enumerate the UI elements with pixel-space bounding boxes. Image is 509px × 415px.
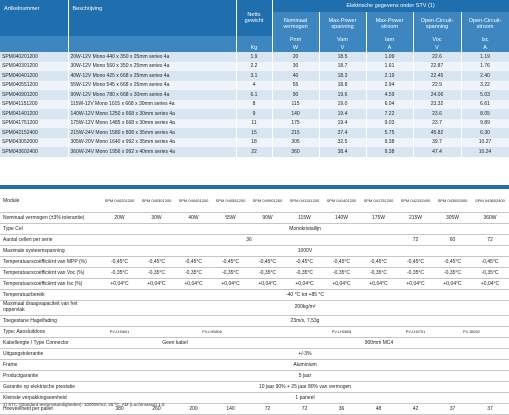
table-cell: 2.19 — [366, 71, 413, 81]
table-cell: 9.38 — [366, 147, 413, 157]
symbol-cell — [236, 36, 272, 44]
table-row — [0, 147, 509, 157]
unit-cell: V — [413, 44, 461, 52]
table-cell: 18.7 — [319, 62, 366, 72]
spec-cell: Geen kabel — [101, 338, 249, 349]
table-row — [0, 81, 509, 91]
spec-cell: 36 — [101, 235, 397, 246]
header-electrical-title: Elektrische gegevens onder STV — [346, 2, 427, 9]
table-cell: 38.4 — [319, 147, 366, 157]
spec-cell: PV-JB002 — [434, 327, 509, 338]
table-cell: 19.4 — [319, 119, 366, 129]
table-cell: 55 — [272, 81, 319, 91]
table-cell: 18.5 — [319, 52, 366, 62]
spec-cell: -0,45°C — [360, 257, 397, 268]
spec-row-nominal — [0, 213, 509, 224]
table-cell: SPM041751200 — [0, 119, 68, 129]
table-cell: 6.61 — [461, 100, 509, 110]
spec-label: Maximaal draagvapaciteit van het oppervlak — [0, 301, 101, 316]
spec-row-tolerance — [0, 349, 509, 360]
spec-cell: 200 — [175, 404, 212, 415]
table-cell: 6.30 — [461, 128, 509, 138]
table-cell: 215 — [272, 128, 319, 138]
spec-cell: +0,04°C — [323, 279, 360, 290]
spec-cell: -0,45°C — [397, 257, 434, 268]
header-beschrijving: Beschrijving — [68, 0, 236, 36]
model-cell: SPM 043052000 — [434, 190, 471, 213]
header-mpp-current: Max-Power stroom — [366, 12, 413, 36]
spec-label: Nominaal vermogen (±3% tolerantie) — [0, 213, 101, 224]
spec-label: Module — [0, 190, 101, 213]
spec-cell: 42 — [397, 404, 434, 415]
table-cell: 115 — [272, 100, 319, 110]
spec-row-module — [0, 190, 509, 213]
table-cell: 1.19 — [461, 52, 509, 62]
table-cell: 8 — [236, 100, 272, 110]
model-cell: SPM 040201200 — [101, 190, 138, 213]
spec-cell: -0,45°C — [138, 257, 175, 268]
spec-cell: PV-LH0806 — [138, 327, 286, 338]
spec-cell: 72 — [286, 404, 323, 415]
spec-label: Temperatuurscoëfficiënt van Isc (%) — [0, 279, 101, 290]
spec-cell: 305W — [434, 213, 471, 224]
table-cell: SPM040401200 — [0, 71, 68, 81]
spec-label: Aantal cellen per serie — [0, 235, 101, 246]
spec-cell: 37 — [434, 404, 471, 415]
spec-label: Type: Aansluitdoos — [0, 327, 101, 338]
spec-table — [0, 190, 509, 415]
model-cell: SPM 040551200 — [212, 190, 249, 213]
table-cell: 4 — [236, 81, 272, 91]
table-cell: 9 — [236, 109, 272, 119]
table-cell: 7.22 — [366, 109, 413, 119]
spec-row-performance — [0, 382, 509, 393]
table-cell: 3.1 — [236, 71, 272, 81]
table-cell: 2.2 — [236, 62, 272, 72]
spec-cell: 72 — [471, 235, 509, 246]
table-row — [0, 119, 509, 129]
unit-cell: A — [461, 44, 509, 52]
spec-cell: -0,45°C — [175, 257, 212, 268]
model-cell: SPM 041401200 — [323, 190, 360, 213]
unit-cell: A — [366, 44, 413, 52]
spec-label: Uitgangstolerantie — [0, 349, 101, 360]
spec-cell: 40W — [175, 213, 212, 224]
spec-row-cable — [0, 338, 509, 349]
table-row — [0, 138, 509, 148]
spec-cell: -0,35°C — [397, 268, 434, 279]
spec-cell: 175W — [360, 213, 397, 224]
spec-cell: -0,35°C — [323, 268, 360, 279]
table-cell: 175 — [272, 119, 319, 129]
spec-cell: 260 — [138, 404, 175, 415]
spec-label: Productgarantie — [0, 371, 101, 382]
table-cell: 20 — [272, 52, 319, 62]
table-row — [0, 109, 509, 119]
table-cell: 1.09 — [366, 52, 413, 62]
table-cell: 6.04 — [366, 100, 413, 110]
spec-cell: 72 — [397, 235, 434, 246]
table-cell: 305 — [272, 138, 319, 148]
table-cell: 18.3 — [319, 71, 366, 81]
spec-label: Kleinste verpakkingseenheid — [0, 393, 101, 404]
table-cell: 9.03 — [366, 119, 413, 129]
symbol-cell: Pnm — [272, 36, 319, 44]
table-cell: 10.24 — [461, 147, 509, 157]
spec-cell: +0,04°C — [360, 279, 397, 290]
table-row — [0, 52, 509, 62]
header-nominal-power: Nominaal vermogen — [272, 12, 319, 36]
spec-row-temp-isc — [0, 279, 509, 290]
spec-cell: +0,04°C — [175, 279, 212, 290]
table-cell: 30W-12V Mono 560 x 350 x 25mm series 4a — [68, 62, 236, 72]
spec-row-frame — [0, 360, 509, 371]
spec-cell: -0,45°C — [471, 257, 509, 268]
spec-cell: 60 — [434, 235, 471, 246]
spec-label: Kabellengte / Type Connector — [0, 338, 101, 349]
section-divider — [0, 185, 509, 189]
table-cell: 24.06 — [413, 90, 461, 100]
spec-row-temp-range — [0, 290, 509, 301]
spec-cell: PV-LH0801 — [101, 327, 138, 338]
spec-row-junction — [0, 327, 509, 338]
spec-cell: 360W — [471, 213, 509, 224]
model-cell: SPM 041151200 — [286, 190, 323, 213]
spec-cell: +0,04°C — [212, 279, 249, 290]
unit-cell: Kg — [236, 44, 272, 52]
spec-row-temp-voc — [0, 268, 509, 279]
spec-cell: 48 — [360, 404, 397, 415]
symbol-cell: Vam — [319, 36, 366, 44]
spec-label: Temperatuurscoëfficiënt van MPP (%) — [0, 257, 101, 268]
spec-cell: 380 — [101, 404, 138, 415]
spec-cell: 37 — [471, 404, 509, 415]
table-cell: 6.1 — [236, 90, 272, 100]
spec-cell: 200kg/m² — [101, 301, 509, 316]
model-cell: SPM 040901200 — [249, 190, 286, 213]
spec-cell: 23m/s, 7,53g — [101, 316, 509, 327]
table-cell: SPM043052000 — [0, 138, 68, 148]
spec-cell: +0,04°C — [397, 279, 434, 290]
spec-cell: 30W — [138, 213, 175, 224]
table-cell: SPM041151200 — [0, 100, 68, 110]
spec-cell: 215W — [397, 213, 434, 224]
spec-cell: +0,04°C — [101, 279, 138, 290]
table-cell: 90W-12V Mono 780 x 668 x 30mm series 4a — [68, 90, 236, 100]
table-cell: 15 — [236, 128, 272, 138]
table-cell: 19.6 — [319, 90, 366, 100]
table-cell: 3.22 — [461, 81, 509, 91]
header-oc-voltage: Open-Circuit-spanning — [413, 12, 461, 36]
table-cell: 2.94 — [366, 81, 413, 91]
table-cell: 45.82 — [413, 128, 461, 138]
spec-cell: 90W — [249, 213, 286, 224]
table-cell: 5.03 — [461, 90, 509, 100]
table-cell: 8.05 — [461, 109, 509, 119]
table-cell: 140W-12V Mono 1250 x 668 x 30mm series 4a — [68, 109, 236, 119]
unit-cell: W — [272, 44, 319, 52]
model-cell: SPM 042152400 — [397, 190, 434, 213]
symbol-cell: Iam — [366, 36, 413, 44]
spec-row-hail — [0, 316, 509, 327]
spec-cell: -0,45°C — [286, 257, 323, 268]
unit-cell — [68, 44, 236, 52]
spec-cell: -0,45°C — [249, 257, 286, 268]
table-cell: 22.87 — [413, 62, 461, 72]
spec-row-type-cel — [0, 224, 509, 235]
spec-cell: -40 °C tot +85 °C — [101, 290, 509, 301]
model-cell: SPM 040401200 — [175, 190, 212, 213]
table-cell: 23.7 — [413, 119, 461, 129]
table-cell: SPM040551200 — [0, 81, 68, 91]
table-cell: 55W-12V Mono 545 x 668 x 25mm series 4a — [68, 81, 236, 91]
spec-cell: PV-LH0808 — [286, 327, 397, 338]
spec-label: Frame — [0, 360, 101, 371]
table-cell: 1.76 — [461, 62, 509, 72]
table-cell: 1.61 — [366, 62, 413, 72]
table-row — [0, 62, 509, 72]
spec-cell: +0,04°C — [471, 279, 509, 290]
table-cell: 40 — [272, 71, 319, 81]
spec-cell: +0,04°C — [249, 279, 286, 290]
spec-cell: 1000V — [101, 246, 509, 257]
spec-cell: 900mm MC4 — [249, 338, 509, 349]
table-cell: 360W-24V Mono 1956 x 992 x 40mm series 4a — [68, 147, 236, 157]
table-cell: 23.6 — [413, 109, 461, 119]
spec-cell: 10 jaar 90% + 25 jaar 80% van vermogen — [101, 382, 509, 393]
spec-cell: 5 jaar — [101, 371, 509, 382]
table-cell: 40W-12V Mono 425 x 668 x 25mm series 4a — [68, 71, 236, 81]
spec-cell: +0,04°C — [138, 279, 175, 290]
spec-cell: -0,45°C — [212, 257, 249, 268]
spec-row-warranty — [0, 371, 509, 382]
spec-cell: -0,35°C — [138, 268, 175, 279]
table-row — [0, 71, 509, 81]
table-cell: 18.8 — [319, 81, 366, 91]
table-cell: 10.27 — [461, 138, 509, 148]
spec-cell: -0,35°C — [434, 268, 471, 279]
spec-cell: 36 — [323, 404, 360, 415]
table-cell: 1.9 — [236, 52, 272, 62]
model-cell: SPM 043602400 — [471, 190, 509, 213]
table-cell: 90 — [272, 90, 319, 100]
spec-cell: -0,45°C — [323, 257, 360, 268]
table-cell: SPM042152400 — [0, 128, 68, 138]
spec-cell: -0,45°C — [101, 257, 138, 268]
spec-cell: 55W — [212, 213, 249, 224]
header-electrical — [272, 0, 509, 12]
spec-row-temp-mpp — [0, 257, 509, 268]
header-oc-current: Open-Circuit-stroom — [461, 12, 509, 36]
spec-cell: 140 — [212, 404, 249, 415]
symbol-cell — [0, 36, 68, 44]
unit-cell: V — [319, 44, 366, 52]
header-netto-gewicht: Netto gewicht — [236, 0, 272, 36]
spec-cell: -0,35°C — [101, 268, 138, 279]
spec-row-max-sys — [0, 246, 509, 257]
table-row — [0, 128, 509, 138]
table-cell: 11 — [236, 119, 272, 129]
spec-cell: -0,45°C — [434, 257, 471, 268]
table-cell: 22.6 — [413, 52, 461, 62]
table-cell: 9.89 — [461, 119, 509, 129]
table-cell: 115W-12V Mono 1015 x 668 x 30mm series 4a — [68, 100, 236, 110]
spec-cell: +/-3% — [101, 349, 509, 360]
spec-cell: -0,35°C — [175, 268, 212, 279]
spec-cell: PV-LH0701 — [397, 327, 434, 338]
spec-cell: 1 paneel — [101, 393, 509, 404]
spec-label: Maximale systeemspanning — [0, 246, 101, 257]
table-cell: 37.4 — [319, 128, 366, 138]
table-cell: 19.0 — [319, 100, 366, 110]
table-cell: 19.4 — [319, 109, 366, 119]
spec-cell: 115W — [286, 213, 323, 224]
table-cell: 22.45 — [413, 71, 461, 81]
table-cell: 215W-24V Mono 1580 x 808 x 35mm series 4a — [68, 128, 236, 138]
table-cell: 20W-12V Mono 440 x 350 x 25mm series 4a — [68, 52, 236, 62]
table-cell: 18 — [236, 138, 272, 148]
product-table-body — [0, 52, 509, 157]
table-cell: 47.4 — [413, 147, 461, 157]
table-cell: 32.5 — [319, 138, 366, 148]
spec-cell: -0,35°C — [249, 268, 286, 279]
table-cell: 22.9 — [413, 81, 461, 91]
footnote: 1) STC (Standard testomstandigheden): 1000W/m2, 25 ºC, AM (Luchtmassa) 1,5 — [3, 402, 165, 407]
table-cell: 360 — [272, 147, 319, 157]
table-cell: 23.32 — [413, 100, 461, 110]
table-row — [0, 100, 509, 110]
spec-row-load — [0, 301, 509, 316]
spec-label: Garantie op elektrische prestatie — [0, 382, 101, 393]
product-table — [0, 0, 509, 157]
symbol-cell: Isc — [461, 36, 509, 44]
spec-cell: 140W — [323, 213, 360, 224]
spec-cell: +0,04°C — [434, 279, 471, 290]
spec-label: Temperatuurbereik — [0, 290, 101, 301]
spec-cell: +0,04°C — [286, 279, 323, 290]
table-cell: 39.7 — [413, 138, 461, 148]
table-cell: 5.75 — [366, 128, 413, 138]
table-row — [0, 90, 509, 100]
spec-cell: -0,35°C — [471, 268, 509, 279]
model-cell: SPM 041751200 — [360, 190, 397, 213]
table-cell: 305W-20V Mono 1640 x 992 x 35mm series 4a — [68, 138, 236, 148]
header-electrical-note: (1) — [427, 2, 435, 9]
symbol-cell: Voc — [413, 36, 461, 44]
spec-cell: Monokristallijn — [101, 224, 509, 235]
spec-label: Toegestane Hagelfading — [0, 316, 101, 327]
spec-cell: Aluminium — [101, 360, 509, 371]
header-artikelnummer: Artikelnummer — [0, 0, 68, 36]
table-cell: 175W-12V Mono 1485 x 668 x 30mm series 4a — [68, 119, 236, 129]
table-cell: SPM043602400 — [0, 147, 68, 157]
spec-cell: 72 — [249, 404, 286, 415]
table-cell: 30 — [272, 62, 319, 72]
spec-row-cells — [0, 235, 509, 246]
unit-cell — [0, 44, 68, 52]
spec-cell: -0,35°C — [360, 268, 397, 279]
table-cell: SPM040201200 — [0, 52, 68, 62]
spec-label: Hoeveelheid per pallet — [0, 404, 101, 415]
table-cell: SPM040901200 — [0, 90, 68, 100]
symbol-cell — [68, 36, 236, 44]
table-cell: 4.59 — [366, 90, 413, 100]
spec-cell: 20W — [101, 213, 138, 224]
spec-cell: -0,35°C — [212, 268, 249, 279]
spec-label: Temperatuurscoëfficiënt van Voc (%) — [0, 268, 101, 279]
table-cell: SPM040301200 — [0, 62, 68, 72]
table-cell: 2.40 — [461, 71, 509, 81]
spec-cell: -0,35°C — [286, 268, 323, 279]
header-mpp-voltage: Max-Power spanning — [319, 12, 366, 36]
spec-label: Type Cel — [0, 224, 101, 235]
table-cell: 140 — [272, 109, 319, 119]
table-cell: 9.38 — [366, 138, 413, 148]
model-cell: SPM 040301200 — [138, 190, 175, 213]
table-cell: 22 — [236, 147, 272, 157]
table-cell: SPM041401200 — [0, 109, 68, 119]
